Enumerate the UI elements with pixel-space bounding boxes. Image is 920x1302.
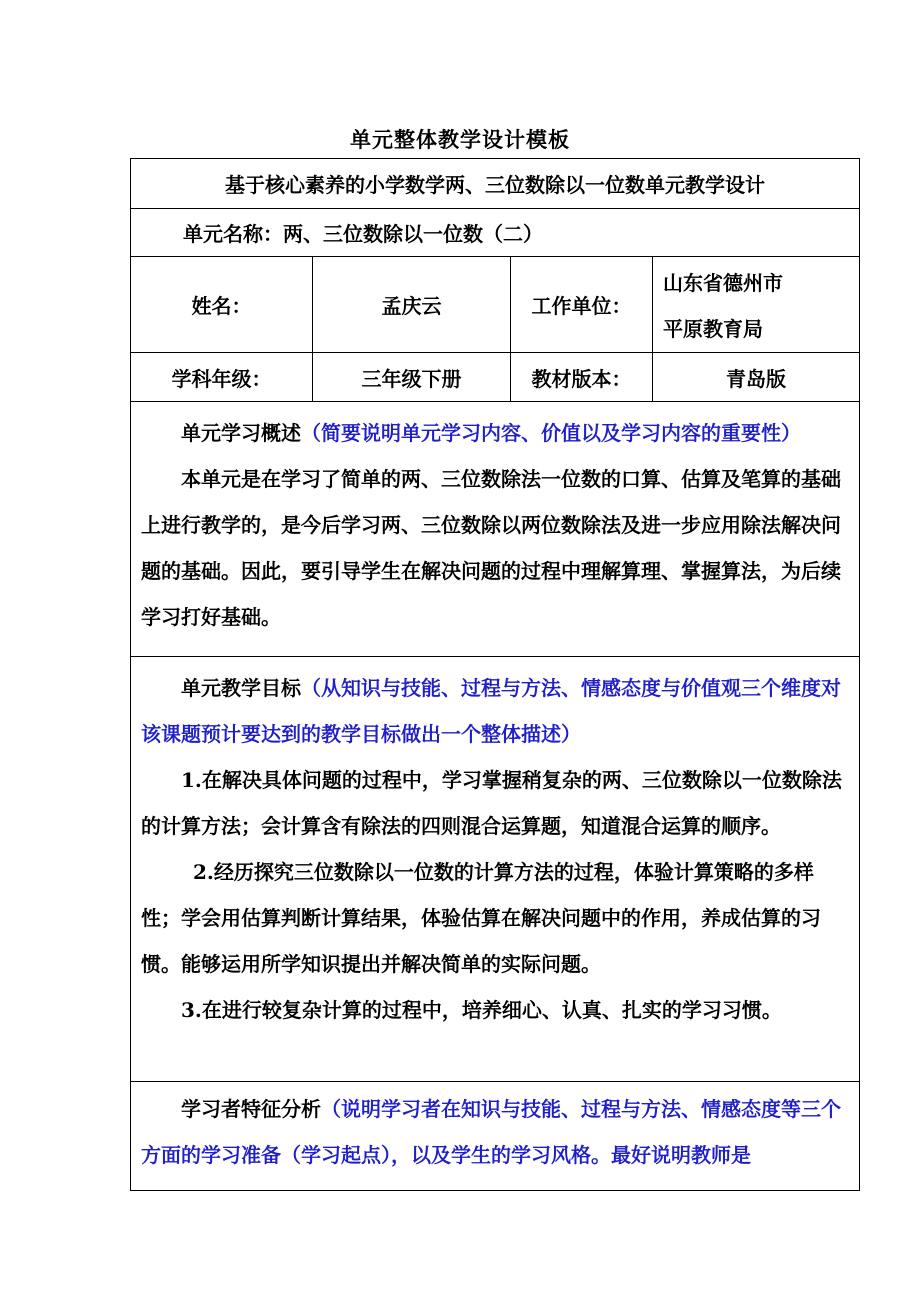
page-title: 单元整体教学设计模板 [350, 127, 570, 152]
objectives-section [131, 657, 860, 1082]
name-value: 孟庆云 [313, 257, 511, 353]
objective-item-3: 3.在进行较复杂计算的过程中，培养细心、认真、扎实的学习习惯。 [181, 998, 782, 1022]
objectives-hint: （从知识与技能、过程与方法、情感态度与价值观三个维度对该课题预计要达到的教学目标做出一个整体描述） [141, 676, 841, 746]
unit-name-value: 两、三位数除以一位数（二） [283, 222, 543, 246]
design-title-row [131, 159, 860, 209]
objectives-heading: 单元教学目标 [181, 676, 301, 700]
name-label: 姓名： [131, 257, 313, 353]
edition-value: 青岛版 [653, 353, 860, 402]
objectives-row [131, 657, 860, 1082]
learner-row [131, 1082, 860, 1191]
design-table [130, 158, 860, 1191]
overview-body: 本单元是在学习了简单的两、三位数除法一位数的口算、估算及笔算的基础上进行教学的，是今后学习两、三位数除以两位数除法及进一步应用除法解决问题的基础。因此，要引导学生在解决问题的过程中理解算理、掌握算法，为后续学习打好基础。 [141, 467, 841, 629]
design-title: 基于核心素养的小学数学两、三位数除以一位数单元教学设计 [131, 159, 860, 209]
objectives-heading-line [141, 665, 849, 757]
objective-item-1: 1.在解决具体问题的过程中，学习掌握稍复杂的两、三位数除以一位数除法的计算方法；会计算含有除法的四则混合运算题，知道混合运算的顺序。 [141, 768, 842, 838]
overview-heading-line [141, 410, 849, 456]
learner-heading-line [141, 1086, 849, 1178]
unit-name-label: 单元名称： [183, 222, 283, 246]
grade-value: 三年级下册 [313, 353, 511, 402]
workplace-value [653, 257, 860, 353]
workplace-line-1: 山东省德州市 [663, 270, 783, 295]
overview-section [131, 402, 860, 657]
author-row [131, 257, 860, 353]
learner-hint: （说明学习者在知识与技能、过程与方法、情感态度等三个方面的学习准备（学习起点），以及学生的学习风格。最好说明教师是 [141, 1097, 841, 1167]
overview-heading: 单元学习概述 [181, 421, 301, 445]
objective-item-2: 2.经历探究三位数除以一位数的计算方法的过程，体验计算策略的多样性；学会用估算判断计算结果，体验估算在解决问题中的作用，养成估算的习惯。能够运用所学知识提出并解决简单的实际问题。 [141, 860, 821, 976]
edition-label: 教材版本： [511, 353, 653, 402]
unit-name-row [131, 209, 860, 257]
learner-heading: 学习者特征分析 [181, 1097, 321, 1121]
grade-label: 学科年级： [131, 353, 313, 402]
learner-section [131, 1082, 860, 1191]
grade-row [131, 353, 860, 402]
unit-name-cell [131, 209, 860, 257]
overview-row [131, 402, 860, 657]
workplace-label: 工作单位： [511, 257, 653, 353]
overview-hint: （简要说明单元学习内容、价值以及学习内容的重要性） [301, 421, 801, 445]
workplace-line-2: 平原教育局 [663, 316, 763, 341]
